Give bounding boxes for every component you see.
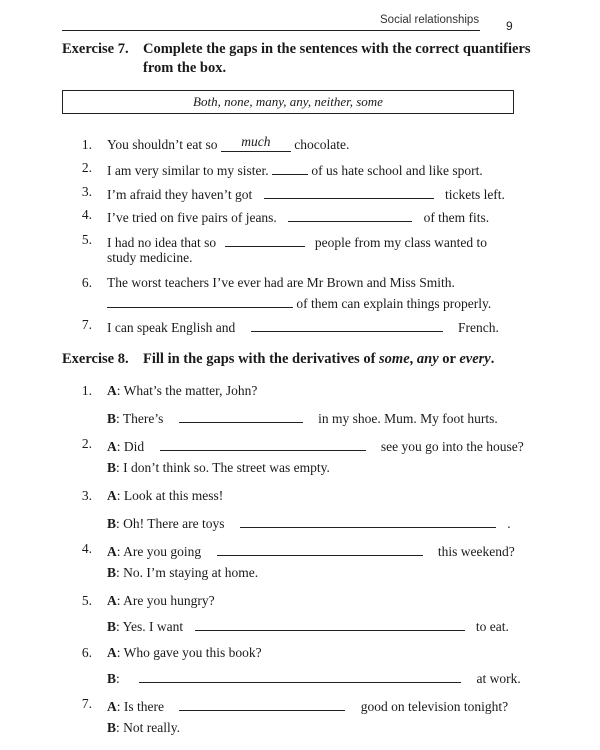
- exercise-7-instruction: Complete the gaps in the sentences with the correct quantifiers from the box.: [143, 41, 531, 76]
- exercise-8-item-2-b: B: I don’t think so. The street was empty.: [107, 460, 330, 475]
- item-number: 7.: [81, 317, 92, 332]
- exercise-8-instruction: Fill in the gaps with the derivatives of some, any or every.: [143, 351, 495, 367]
- word-box: Both, none, many, any, neither, some: [62, 90, 514, 114]
- answer-blank[interactable]: [139, 668, 461, 683]
- exercise-8-item-4-a: A: Are you going this weekend?: [107, 541, 515, 560]
- exercise-8-item-2-a: A: Did see you go into the house?: [107, 436, 524, 455]
- item-number: 6.: [81, 645, 92, 660]
- answer-blank[interactable]: [179, 408, 303, 423]
- exercise-7-item-6-continued: of them can explain things properly.: [107, 293, 491, 312]
- exercise-7-item-1: You shouldn’t eat so much chocolate.: [107, 134, 350, 152]
- answer-blank[interactable]: [225, 232, 305, 247]
- answer-blank[interactable]: [179, 696, 345, 711]
- exercise-8-heading: [62, 350, 532, 370]
- answer-blank[interactable]: [160, 436, 366, 451]
- answer-blank[interactable]: [195, 616, 465, 631]
- item-number: 5.: [81, 232, 92, 247]
- exercise-8-item-6-b: B: at work.: [107, 668, 521, 687]
- item-number: 7.: [81, 696, 92, 711]
- exercise-8-item-3-a: A: Look at this mess!: [107, 488, 224, 503]
- exercise-8-item-3-b: B: Oh! There are toys .: [107, 513, 511, 532]
- answer-blank[interactable]: [221, 134, 291, 152]
- exercise-7-heading: [62, 40, 532, 80]
- item-number: 6.: [81, 275, 92, 290]
- exercise-8-item-1-a: A: What’s the matter, John?: [107, 383, 258, 398]
- exercise-7-label: Exercise 7.: [62, 41, 129, 57]
- exercise-8-item-1-b: B: There’s in my shoe. Mum. My foot hurts.: [107, 408, 498, 427]
- exercise-7-item-7: I can speak English and French.: [107, 317, 499, 336]
- item-number: 1.: [81, 383, 92, 398]
- item-number: 2.: [81, 160, 92, 175]
- running-head: Social relationships: [380, 14, 480, 26]
- exercise-7-item-4: I’ve tried on five pairs of jeans. of them fits.: [107, 207, 489, 226]
- item-number: 4.: [81, 541, 92, 556]
- exercise-8-item-5-a: A: Are you hungry?: [107, 593, 215, 608]
- answer-blank[interactable]: [107, 293, 293, 308]
- exercise-7-item-5-continued: study medicine.: [107, 250, 193, 265]
- filled-answer: much: [241, 134, 271, 149]
- exercise-8-item-7-a: A: Is there good on television tonight?: [107, 696, 508, 715]
- exercise-8-item-7-b: B: Not really.: [107, 720, 181, 735]
- item-number: 5.: [81, 593, 92, 608]
- exercise-7-item-6: The worst teachers I’ve ever had are Mr Brown and Miss Smith.: [107, 275, 455, 290]
- exercise-8-item-6-a: A: Who gave you this book?: [107, 645, 262, 660]
- exercise-7-item-2: I am very similar to my sister. of us hate school and like sport.: [107, 160, 483, 179]
- answer-blank[interactable]: [272, 160, 308, 175]
- header-rule: [62, 30, 480, 31]
- answer-blank[interactable]: [240, 513, 496, 528]
- item-number: 2.: [81, 436, 92, 451]
- item-number: 3.: [81, 184, 92, 199]
- answer-blank[interactable]: [217, 541, 423, 556]
- answer-blank[interactable]: [251, 317, 443, 332]
- item-number: 3.: [81, 488, 92, 503]
- answer-blank[interactable]: [288, 207, 412, 222]
- exercise-7-item-3: I’m afraid they haven’t got tickets left.: [107, 184, 505, 203]
- exercise-8-item-4-b: B: No. I’m staying at home.: [107, 565, 259, 580]
- exercise-8-label: Exercise 8.: [62, 351, 129, 367]
- item-number: 1.: [81, 137, 92, 152]
- page-number: 9: [506, 19, 513, 33]
- answer-blank[interactable]: [264, 184, 434, 199]
- item-number: 4.: [81, 207, 92, 222]
- exercise-8-item-5-b: B: Yes. I want to eat.: [107, 616, 509, 635]
- exercise-7-item-5: I had no idea that so people from my class wanted to: [107, 232, 487, 251]
